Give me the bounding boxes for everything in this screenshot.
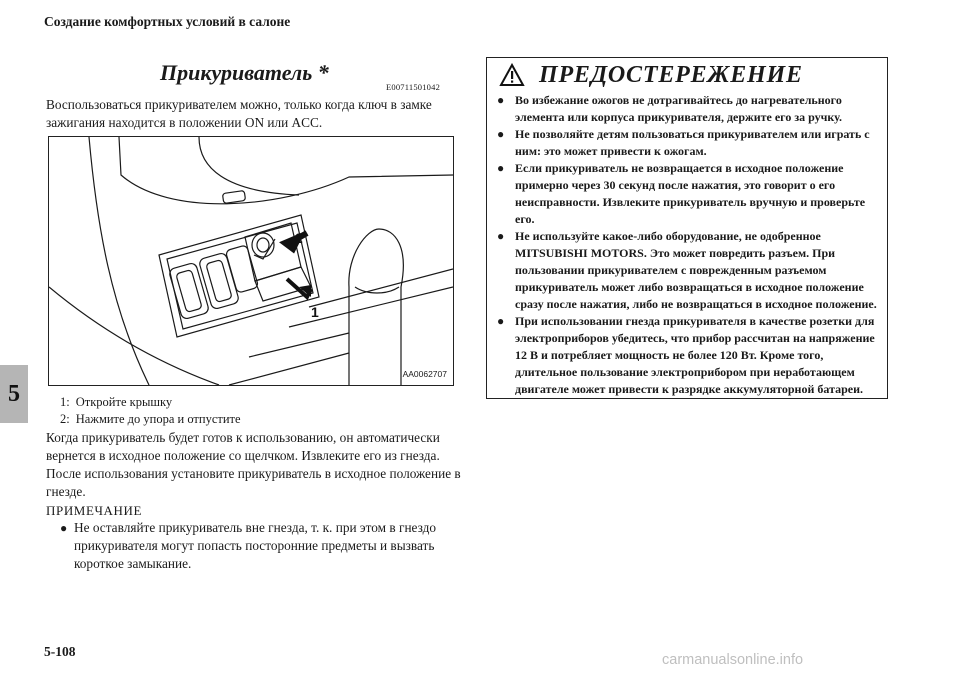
section-tab: 5 — [0, 365, 28, 423]
bullet-icon: ● — [497, 93, 505, 107]
note-text: Не оставляйте прикуриватель вне гнезда, т. к. при этом в гнездо прикуривателя могут попасть посторонние предметы и вызвать короткое замыкание. — [74, 520, 437, 571]
warning-text: Не используйте какое-либо оборудование, не одобренное MITSUBISHI MOTORS. Это может повредить разъем. При пользовании прикуривателем с поврежденным разъемом прикуриватель может либо возвращаться в исходное положение сразу после нажатия, либо не возвращаться в исходное положение. — [515, 229, 877, 311]
cigarette-lighter-illustration — [48, 136, 454, 386]
callout-1: 1 — [311, 304, 319, 320]
lighter-drawing — [49, 137, 453, 385]
legend-item — [60, 411, 241, 428]
legend-number: 1: — [60, 395, 70, 409]
warning-item — [497, 228, 879, 313]
legend-number: 2: — [60, 412, 70, 426]
warning-title: ПРЕДОСТЕРЕЖЕНИЕ — [539, 61, 803, 88]
figure-code: AA0062707 — [402, 369, 447, 379]
callout-2: 2 — [295, 230, 303, 246]
warning-text: Во избежание ожогов не дотрагивайтесь до нагревательного элемента или корпуса прикуривателя, держите его за ручку. — [515, 93, 842, 124]
warning-box — [486, 57, 888, 399]
legend-item — [60, 394, 241, 411]
body-paragraph: Когда прикуриватель будет готов к использованию, он автоматически вернется в исходное положение со щелчком. Извлеките его из гнезда. После использования установите прикуриватель в исходное положение в гнезде. — [46, 430, 461, 499]
bullet-icon: ● — [497, 127, 505, 141]
warning-triangle-icon — [499, 63, 525, 87]
warning-text: Если прикуриватель не возвращается в исходное положение примерно через 30 секунд после нажатия, это говорит о его неисправности. Извлеките прикуриватель вручную и проверьте его. — [515, 161, 866, 226]
section-title: Прикуриватель * — [160, 60, 329, 85]
section-code: E00711501042 — [386, 82, 441, 92]
bullet-icon: ● — [60, 521, 68, 535]
warning-text: При использовании гнезда прикуривателя в качестве розетки для электроприборов убедитесь, что прибор рассчитан на напряжение 12 В и потребляет мощность не более 120 Вт. Кроме того, длительное пользование электроприбором при неработающем двигателе может привести к разрядке аккумуляторной батареи. — [515, 314, 875, 396]
bullet-icon: ● — [497, 229, 505, 243]
warning-text: Не позволяйте детям пользоваться прикуривателем или играть с ним: это может привести к ожогам. — [515, 127, 870, 158]
warning-item — [497, 92, 879, 126]
legend-text: Нажмите до упора и отпустите — [75, 412, 241, 426]
figure-legend — [60, 394, 241, 428]
warning-item — [497, 313, 879, 398]
note-item — [60, 519, 462, 573]
running-header: Создание комфортных условий в салоне — [44, 14, 291, 29]
warning-item — [497, 160, 879, 228]
bullet-icon: ● — [497, 161, 505, 175]
intro-paragraph: Воспользоваться прикуривателем можно, только когда ключ в замке зажигания находится в положении ON или ACC. — [46, 97, 432, 130]
warning-header — [487, 58, 887, 92]
note-label: ПРИМЕЧАНИЕ — [46, 503, 143, 518]
warning-list — [487, 92, 887, 398]
legend-text: Откройте крышку — [75, 395, 173, 409]
watermark: carmanualsonline.info — [662, 652, 804, 668]
page-number: 5-108 — [44, 644, 76, 659]
warning-item — [497, 126, 879, 160]
bullet-icon: ● — [497, 314, 505, 328]
